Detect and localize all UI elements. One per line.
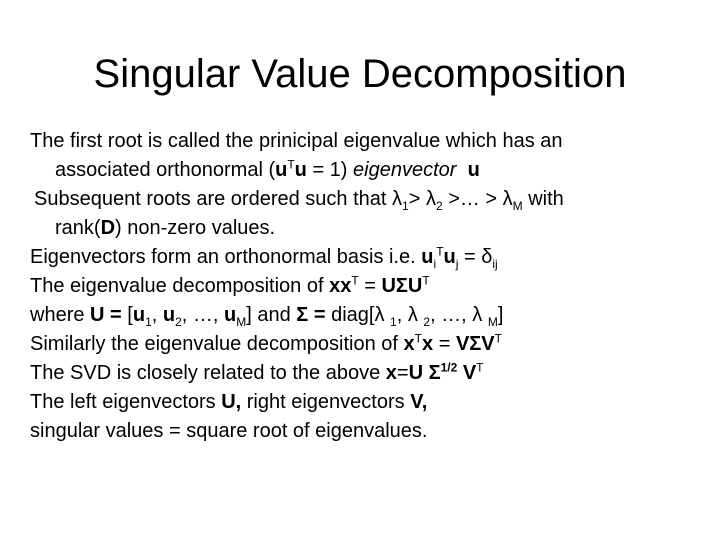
vector-x: x <box>385 362 397 384</box>
subscript: j <box>455 257 459 271</box>
superscript: T <box>414 331 423 346</box>
bullet-line-3 <box>30 185 710 214</box>
text-run: The left eigenvectors <box>30 391 222 413</box>
text-run: ) non-zero values. <box>115 217 276 239</box>
superscript: T <box>422 273 430 288</box>
text-run: , <box>151 304 163 326</box>
text-run: [ <box>127 304 133 326</box>
superscript: T <box>436 244 444 259</box>
vector-u: u <box>162 304 176 326</box>
text-run: The SVD is closely related to the above <box>30 362 386 384</box>
slide-title: Singular Value Decomposition <box>93 52 627 96</box>
bullet-line-10 <box>30 388 710 417</box>
text-run: , λ <box>396 304 424 326</box>
matrix-vsv: VΣV <box>455 333 495 355</box>
matrix-u: U = <box>90 304 128 326</box>
matrix-v: V <box>457 362 477 384</box>
bullet-line-6 <box>30 272 710 301</box>
bullet-line-8 <box>30 330 710 359</box>
subscript: 2 <box>423 315 431 329</box>
vector-u: u <box>275 159 288 181</box>
bullet-line-11 <box>30 417 710 446</box>
vector-u: u <box>467 159 480 181</box>
matrix-usu: UΣU <box>381 275 423 297</box>
superscript: T <box>351 273 359 288</box>
text-run: ] <box>497 304 504 326</box>
text-run: associated orthonormal ( <box>55 159 276 181</box>
text-run: = δ <box>458 246 493 268</box>
text-run: ] and <box>246 304 297 326</box>
subscript: 1 <box>390 315 397 329</box>
text-run: = 1) <box>306 159 354 181</box>
bullet-line-9 <box>30 359 710 388</box>
text-run: right eigenvectors <box>241 391 411 413</box>
matrix-xx: xx <box>329 275 352 297</box>
bullet-line-1 <box>30 127 710 156</box>
vector-x: x <box>403 333 415 355</box>
vector-u: u <box>294 159 307 181</box>
text-run: with <box>522 188 564 210</box>
slide-body <box>30 127 710 446</box>
subscript: 2 <box>175 315 182 329</box>
vector-u: u <box>224 304 237 326</box>
vector-u: u <box>443 246 456 268</box>
text-run: The first root is called the prinicipal eigenvalue which has an <box>30 130 563 152</box>
bullet-line-4 <box>30 214 710 243</box>
text-run: where <box>30 304 91 326</box>
subscript: i <box>433 257 437 271</box>
superscript: 1/2 <box>440 360 458 375</box>
subscript: M <box>487 315 498 329</box>
text-run: = <box>433 333 456 355</box>
bullet-line-5 <box>30 243 710 272</box>
italic-term: eigenvector <box>353 159 457 181</box>
vector-x: x <box>422 333 434 355</box>
subscript: 1 <box>402 199 409 213</box>
text-run: Subsequent roots are ordered such that λ <box>34 188 403 210</box>
text-run: Similarly the eigenvalue decomposition of <box>30 333 404 355</box>
superscript: T <box>476 360 484 375</box>
text-run: >… > λ <box>442 188 513 210</box>
matrix-d: D <box>100 217 116 239</box>
text-run: , …, λ <box>430 304 488 326</box>
matrix-v: V, <box>410 391 428 413</box>
subscript: ij <box>492 257 498 271</box>
text-run <box>456 159 467 181</box>
subscript: 2 <box>435 199 443 213</box>
superscript: T <box>494 331 502 346</box>
subscript: 1 <box>145 315 152 329</box>
text-run: diag[λ <box>331 304 391 326</box>
matrix-u: U, <box>221 391 242 413</box>
matrix-u-sigma: U Σ <box>408 362 441 384</box>
subscript: M <box>236 315 247 329</box>
text-run: Eigenvectors form an orthonormal basis i.e. <box>30 246 422 268</box>
matrix-sigma: Σ = <box>296 304 332 326</box>
subscript: M <box>512 199 523 213</box>
vector-u: u <box>132 304 146 326</box>
vector-u: u <box>421 246 434 268</box>
superscript: T <box>287 157 295 172</box>
text-run: rank( <box>55 217 101 239</box>
text-run: The eigenvalue decomposition of <box>30 275 330 297</box>
bullet-line-7 <box>30 301 710 330</box>
text-run: = <box>358 275 382 297</box>
text-run: singular values = square root of eigenvalues. <box>30 420 428 442</box>
text-run: = <box>396 362 409 384</box>
bullet-line-2 <box>30 156 710 185</box>
text-run: , …, <box>181 304 225 326</box>
text-run: > λ <box>408 188 436 210</box>
